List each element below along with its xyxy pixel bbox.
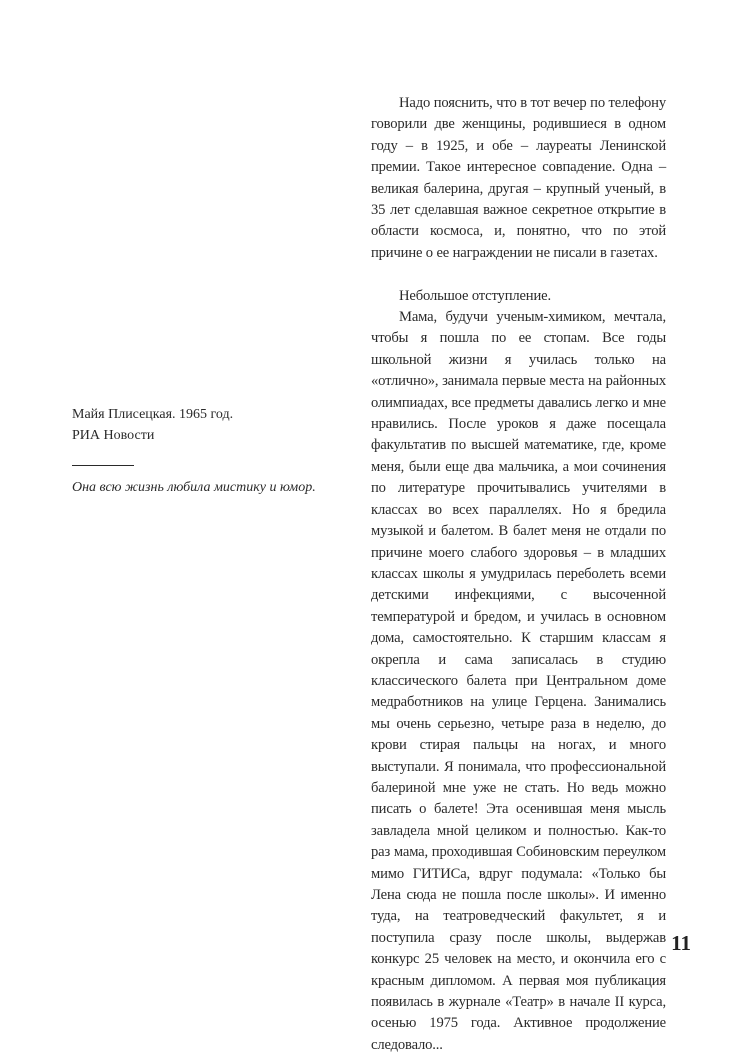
caption-divider: [72, 465, 134, 466]
paragraph-intro: Надо пояснить, что в тот вечер по телефону говорили две женщины, родившиеся в одном году – в 1925, и обе – лауреаты Ленинской премии. Такое интересное совпадение. Одна – великая балерина, другая – крупный ученый, в 35 лет сделавшая важное секретное открытие в области космоса, и, понятно, что по этой причине о ее награждении не писали в газетах.: [371, 95, 666, 261]
page-number: 11: [671, 931, 691, 955]
paragraph-digression: Небольшое отступление.: [399, 287, 551, 304]
caption-title: Майя Плисецкая. 1965 год.: [72, 407, 234, 422]
main-text-column: [371, 93, 666, 1056]
photo-caption: [72, 405, 342, 498]
paragraph-story: Мама, будучи ученым-химиком, мечтала, чтобы я пошла по ее стопам. Все годы школьной жизни я училась только на «отлично», занимала первые места на районных олимпиадах, все предметы давались легко и мне нравились. После уроков я даже посещала факультатив по высшей математике, где, кроме меня, были еще два мальчика, а мои сочинения по литературе прочитывались учителями в классах во всех параллелях. Но я бредила музыкой и балетом. В балет меня не отдали по причине моего слабого здоровья – в младших классах школы я умудрилась переболеть всеми детскими инфекциями, с высоченной температурой и бредом, и училась в основном дома, самостоятельно. К старшим классам я окрепла и сама записалась в студию классического балета при Центральном доме медработников на улице Герцена. Занимались мы очень серьезно, четыре раза в неделю, до крови стирая пальцы на ногах, и много выступали. Я понимала, что профессиональной балериной мне уже не стать. Но ведь можно писать о балете! Эта осенившая меня мысль завладела мной целиком и полностью. Как-то раз мама, проходившая Собиновским переулком мимо ГИТИСа, вдруг подумала: «Только бы Лена сюда не пошла после школы». И именно туда, на театроведческий факультет, я и поступила сразу после школы, выдержав конкурс 25 человек на место, и окончила его с красным дипломом. А первая моя публикация появилась в журнале «Театр» в начале II курса, осенью 1975 года. Активное продолжение следовало...: [371, 309, 666, 1053]
caption-note: Она всю жизнь любила мистику и юмор.: [72, 480, 316, 495]
caption-credit: РИА Новости: [72, 427, 155, 443]
